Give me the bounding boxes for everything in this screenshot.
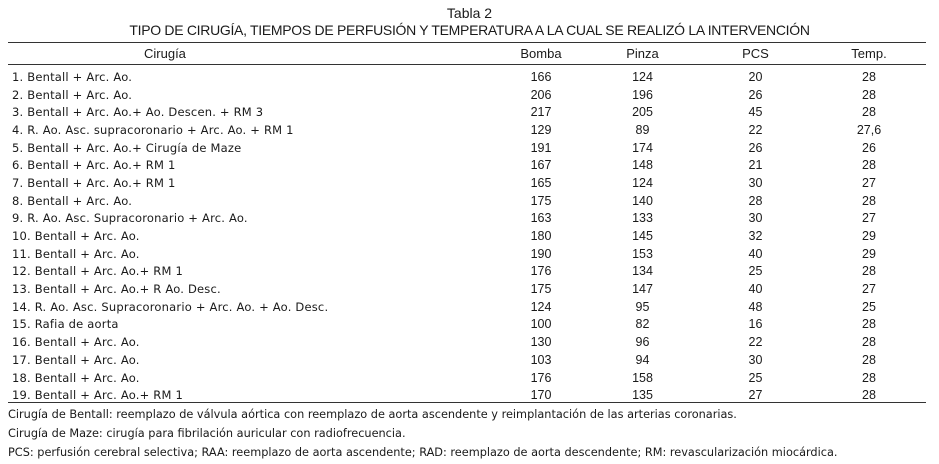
cell-cirugia: 17. Bentall + Arc. Ao.	[12, 352, 140, 367]
column-header-temp: Temp.	[851, 46, 887, 61]
cell-pcs: 21	[748, 158, 763, 173]
table-row	[8, 316, 926, 334]
surgery-table	[8, 43, 926, 404]
cell-pinza: 95	[635, 299, 650, 314]
cell-temp: 28	[862, 317, 876, 332]
cell-pcs: 25	[748, 264, 763, 279]
table-row	[8, 210, 926, 228]
table-row	[8, 156, 926, 174]
cell-pinza: 135	[632, 388, 653, 403]
cell-cirugia: 18. Bentall + Arc. Ao.	[12, 370, 140, 385]
cell-pcs: 40	[748, 246, 763, 261]
cell-pinza: 134	[632, 264, 653, 279]
cell-pinza: 145	[632, 229, 653, 244]
cell-bomba: 124	[530, 299, 552, 314]
cell-cirugia: 6. Bentall + Arc. Ao.+ RM 1	[12, 158, 176, 173]
column-header-cirugia: Cirugía	[144, 46, 186, 61]
table-label: Tabla 2	[446, 5, 493, 21]
cell-cirugia: 14. R. Ao. Asc. Supracoronario + Arc. Ao. + Ao. Desc.	[12, 299, 329, 314]
cell-pinza: 124	[632, 69, 653, 84]
table-row	[8, 121, 926, 139]
cell-temp: 28	[862, 158, 876, 173]
cell-bomba: 129	[530, 122, 552, 137]
cell-pinza: 205	[632, 105, 653, 120]
cell-temp: 29	[862, 246, 876, 261]
table-row	[8, 245, 926, 263]
cell-pinza: 140	[632, 193, 653, 208]
cell-bomba: 206	[530, 87, 552, 102]
cell-cirugia: 9. R. Ao. Asc. Supracoronario + Arc. Ao.	[12, 211, 248, 226]
cell-cirugia: 3. Bentall + Arc. Ao.+ Ao. Descen. + RM 3	[12, 105, 264, 120]
cell-bomba: 191	[530, 140, 552, 155]
cell-temp: 28	[862, 370, 876, 385]
cell-pcs: 45	[748, 105, 763, 120]
cell-pcs: 30	[748, 352, 763, 367]
cell-bomba: 217	[530, 105, 552, 120]
cell-pcs: 20	[748, 69, 763, 84]
table-row	[8, 263, 926, 281]
cell-bomba: 165	[530, 175, 552, 190]
cell-bomba: 130	[530, 335, 552, 350]
cell-temp: 27,6	[856, 122, 882, 137]
cell-pinza: 133	[632, 211, 653, 226]
cell-bomba: 180	[530, 229, 552, 244]
cell-cirugia: 13. Bentall + Arc. Ao.+ R Ao. Desc.	[12, 282, 221, 297]
footnote-abbreviations: PCS: perfusión cerebral selectiva; RAA: reemplazo de aorta ascendente; RAD: reemplazo de aorta descendente; RM: revascularización miocárdica.	[8, 446, 838, 459]
cell-cirugia: 10. Bentall + Arc. Ao.	[12, 229, 140, 244]
cell-pinza: 82	[635, 317, 650, 332]
cell-pinza: 96	[635, 335, 650, 350]
header-row	[8, 43, 926, 64]
table-row	[8, 64, 926, 86]
cell-pinza: 153	[632, 246, 653, 261]
cell-pinza: 124	[632, 175, 653, 190]
cell-temp: 28	[862, 264, 876, 279]
cell-pcs: 30	[748, 211, 763, 226]
table-row	[8, 333, 926, 351]
table-row	[8, 174, 926, 192]
cell-cirugia: 2. Bentall + Arc. Ao.	[12, 87, 133, 102]
cell-pinza: 148	[632, 158, 653, 173]
table-row	[8, 227, 926, 245]
cell-bomba: 166	[530, 69, 552, 84]
cell-bomba: 167	[530, 158, 552, 173]
cell-temp: 27	[862, 175, 876, 190]
cell-pcs: 22	[748, 122, 763, 137]
cell-cirugia: 16. Bentall + Arc. Ao.	[12, 335, 140, 350]
cell-bomba: 170	[530, 388, 552, 403]
cell-cirugia: 15. Rafia de aorta	[12, 317, 119, 332]
cell-cirugia: 1. Bentall + Arc. Ao.	[12, 69, 133, 84]
cell-pinza: 196	[632, 87, 653, 102]
table-row	[8, 86, 926, 104]
cell-bomba: 163	[530, 211, 552, 226]
cell-cirugia: 5. Bentall + Arc. Ao.+ Cirugía de Maze	[12, 140, 242, 155]
column-header-pinza: Pinza	[626, 46, 659, 61]
cell-temp: 26	[862, 140, 876, 155]
cell-temp: 28	[862, 352, 876, 367]
table-row	[8, 139, 926, 157]
table-row	[8, 298, 926, 316]
table-row	[8, 351, 926, 369]
cell-pcs: 30	[748, 175, 763, 190]
cell-pcs: 40	[748, 282, 763, 297]
cell-pinza: 94	[635, 352, 650, 367]
cell-temp: 25	[862, 299, 876, 314]
cell-pcs: 48	[748, 299, 763, 314]
cell-temp: 28	[862, 388, 876, 403]
cell-pcs: 32	[748, 229, 763, 244]
cell-pinza: 89	[635, 122, 650, 137]
cell-pcs: 22	[748, 335, 763, 350]
footnote-maze: Cirugía de Maze: cirugía para fibrilación auricular con radiofrecuencia.	[8, 427, 406, 440]
column-header-bomba: Bomba	[520, 46, 562, 61]
cell-temp: 28	[862, 105, 876, 120]
cell-bomba: 175	[530, 282, 552, 297]
cell-pcs: 28	[748, 193, 763, 208]
cell-bomba: 103	[530, 352, 552, 367]
cell-temp: 28	[862, 193, 876, 208]
cell-pinza: 158	[632, 370, 653, 385]
cell-pcs: 27	[748, 388, 763, 403]
cell-bomba: 176	[530, 264, 552, 279]
table-row	[8, 192, 926, 210]
cell-pcs: 26	[748, 140, 763, 155]
cell-temp: 29	[862, 229, 876, 244]
cell-cirugia: 8. Bentall + Arc. Ao.	[12, 193, 133, 208]
cell-cirugia: 4. R. Ao. Asc. supracoronario + Arc. Ao. + RM 1	[12, 122, 294, 137]
cell-temp: 28	[862, 69, 876, 84]
table-row	[8, 369, 926, 387]
footnote-bentall: Cirugía de Bentall: reemplazo de válvula aórtica con reemplazo de aorta ascendente y reimplantación de las arterias coronarias.	[8, 408, 737, 421]
table-row	[8, 103, 926, 121]
cell-bomba: 100	[530, 317, 552, 332]
cell-pcs: 26	[748, 87, 763, 102]
cell-cirugia: 12. Bentall + Arc. Ao.+ RM 1	[12, 264, 183, 279]
cell-temp: 27	[862, 211, 876, 226]
table-body	[8, 64, 926, 404]
cell-bomba: 190	[530, 246, 552, 261]
cell-temp: 28	[862, 335, 876, 350]
cell-cirugia: 11. Bentall + Arc. Ao.	[12, 246, 140, 261]
cell-temp: 28	[862, 87, 876, 102]
cell-cirugia: 19. Bentall + Arc. Ao.+ RM 1	[12, 388, 183, 403]
cell-pcs: 16	[748, 317, 763, 332]
cell-cirugia: 7. Bentall + Arc. Ao.+ RM 1	[12, 175, 176, 190]
cell-bomba: 175	[530, 193, 552, 208]
table-row	[8, 280, 926, 298]
cell-temp: 27	[862, 282, 876, 297]
table-title: TIPO DE CIRUGÍA, TIEMPOS DE PERFUSIÓN Y TEMPERATURA A LA CUAL SE REALIZÓ LA INTERVENCIÓN	[129, 22, 810, 38]
column-header-pcs: PCS	[742, 46, 769, 61]
cell-pinza: 174	[632, 140, 653, 155]
cell-bomba: 176	[530, 370, 552, 385]
cell-pinza: 147	[632, 282, 653, 297]
cell-pcs: 25	[748, 370, 763, 385]
footnotes	[8, 405, 928, 462]
table-row	[8, 386, 926, 404]
